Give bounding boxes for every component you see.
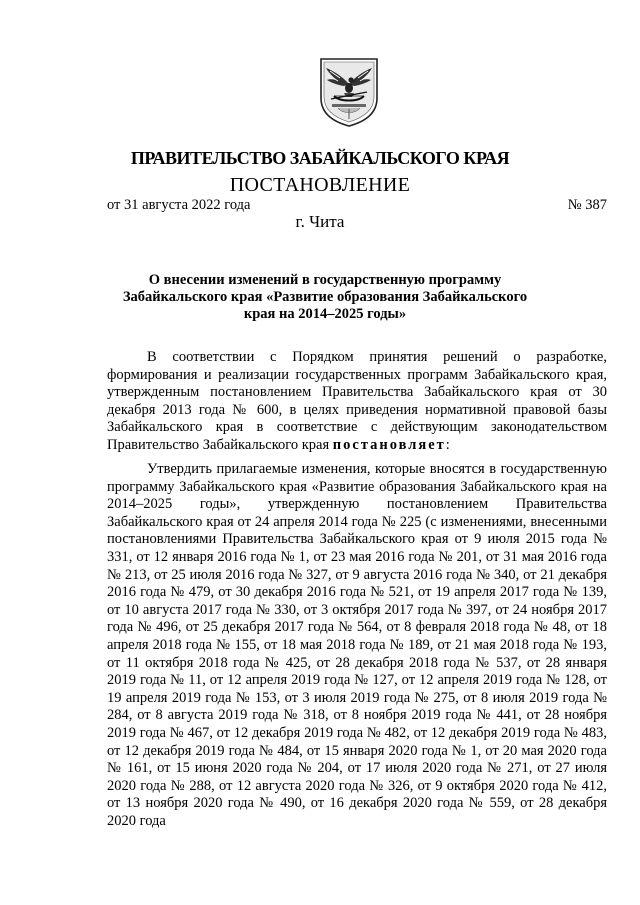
- document-city: г. Чита: [295, 212, 345, 231]
- government-title: ПРАВИТЕЛЬСТВО ЗАБАЙКАЛЬСКОГО КРАЯ: [130, 148, 510, 168]
- document-type: ПОСТАНОВЛЕНИЕ: [229, 174, 411, 196]
- document-date: от 31 августа 2022 года: [107, 197, 251, 213]
- coat-of-arms-emblem: [318, 56, 380, 128]
- paragraph-1-end: :: [445, 436, 450, 453]
- resolves-keyword: постановляет: [332, 436, 446, 453]
- document-subject: О внесении изменений в государственную программу Забайкальского края «Развитие образования Забайкальского края на 2014–2025 годы»: [122, 272, 528, 322]
- body-paragraph-2: Утвердить прилагаемые изменения, которые вносятся в государственную программу Забайкальского края «Развитие образования Забайкальского края на 2014–2025 годы», утвержденную постановлением Правительства Забайкальского края от 24 апреля 2014 года № 225 (с изменениями, внесенными постановлениями Правительства Забайкальского края от 9 июля 2015 года № 331, от 12 января 2016 года № 1, от 23 мая 2016 года № 201, от 31 мая 2016 года № 213, от 25 июля 2016 года № 327, от 9 августа 2016 года № 340, от 21 декабря 2016 года № 479, от 30 декабря 2016 года № 521, от 19 апреля 2017 года № 139, от 10 августа 2017 года № 330, от 3 октября 2017 года № 397, от 24 ноября 2017 года № 496, от 25 декабря 2017 года № 564, от 8 февраля 2018 года № 48, от 18 апреля 2018 года № 155, от 18 мая 2018 года № 189, от 21 мая 2018 года № 193, от 11 октября 2018 года № 425, от 28 декабря 2018 года № 537, от 28 января 2019 года № 11, от 12 апреля 2019 года № 127, от 12 апреля 2019 года № 128, от 19 апреля 2019 года № 153, от 3 июля 2019 года № 275, от 8 июля 2019 года № 284, от 8 августа 2019 года № 318, от 8 ноября 2019 года № 441, от 28 ноября 2019 года № 467, от 12 декабря 2019 года № 482, от 12 декабря 2019 года № 483, от 12 декабря 2019 года № 484, от 15 января 2020 года № 1, от 20 мая 2020 года № 161, от 15 июня 2020 года № 204, от 17 июля 2020 года № 271, от 27 июля 2020 года № 288, от 12 августа 2020 года № 326, от 9 октября 2020 года № 412, от 13 ноября 2020 года № 490, от 16 декабря 2020 года № 559, от 28 декабря 2020 года: [107, 461, 607, 829]
- document-number: № 387: [567, 197, 607, 213]
- paragraph-1-text: В соответствии с Порядком принятия решений о разработке, формирования и реализации государственных программ Забайкальского края, утвержденным постановлением Правительства Забайкальского края от 30 декабря 2013 года № 600, в целях приведения нормативной правовой базы Забайкальского края в соответствие с действующим законодательством Правительство Забайкальского края: [107, 349, 607, 453]
- body-paragraph-1: [107, 349, 607, 455]
